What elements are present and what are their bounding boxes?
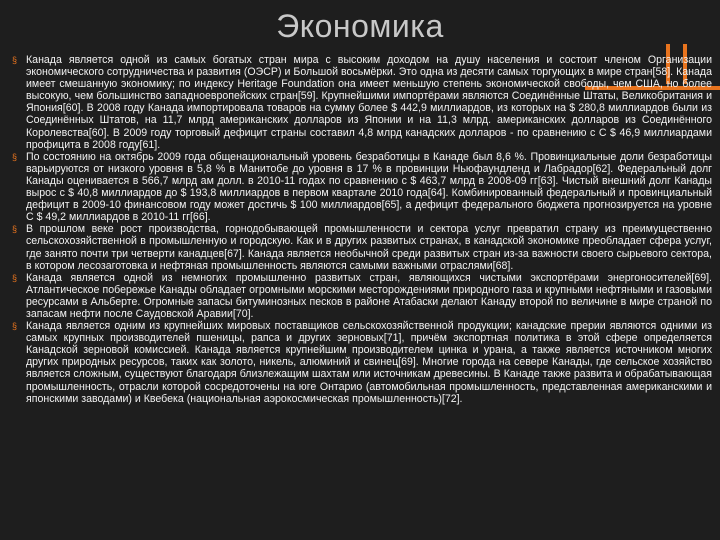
bullet-text: Канада является одним из крупнейших мировых поставщиков сельскохозяйственной продукции; канадские прерии являются одними из самых крупных производителей пшеницы, рапса и других зерновых[71], причём экспортная политика в этой сфере определяется Канадской зерновой комиссией. Канада является крупнейшим производителем цинка и урана, а также является источником многих других природных ресурсов, таких как золото, никель, алюминий и свинец[69]. Многие города на севере Канады, где сельское хозяйство является сложным, существуют благодаря близлежащим шахтам или источникам древесины. В Канаде также развита и обрабатывающая промышленность, отрасли которой сосредоточены на юге Онтарио (автомобильная промышленность, представленная американскими и японскими заводами) и Квебека (национальная аэрокосмическая промышленность)[72]. (26, 320, 712, 405)
bullet-text: Канада является одной из самых богатых стран мира с высоким доходом на душу населения и состоит членом Организации экономического сотрудничества и развития (ОЭСР) и Большой восьмёрки. Это одна из десяти самых торгующих в мире стран[58]. Канада имеет смешанную экономику; по индексу Heritage Foundation она имеет меньшую степень экономической свободы, чем США, но более высокую, чем большинство западноевропейских стран[59]. Крупнейшими импортёрами являются Соединённые Штаты, Великобритания и Япония[60]. В 2008 году Канада импортировала товаров на сумму более $ 442,9 миллиардов, из которых на $ 280,8 миллиардов были из Соединённых Штатов, на 11,7 млрд американских долларов из Японии и на 11,3 млрд. американских долларов из Соединённого Королевства[60]. В 2009 году торговый дефицит страны составил 4,8 млрд канадских долларов - по сравнению с С $ 46,9 миллиардами профицита в 2008 году[61]. (26, 54, 712, 151)
bullet-marker-icon: § (12, 151, 18, 162)
bullet-item (12, 54, 712, 151)
bullet-text: Канада является одной из немногих промышленно развитых стран, являющихся чистыми экспортёрами энергоносителей[69]. Атлантическое побережье Канады обладает огромными морскими месторождениями природного газа и крупными нефтяными и газовыми ресурсами в Альберте. Огромные запасы битуминозных песков в районе Атабаски делают Канаду второй по величине в мире страной по запасам нефти после Саудовской Аравии[70]. (26, 271, 712, 320)
bullet-item (12, 272, 712, 320)
bullet-marker-icon: § (12, 55, 18, 65)
bullet-text: По состоянию на октябрь 2009 года общенациональный уровень безработицы в Канаде был 8,6 %. Провинциальные доли безработицы варьируются от низкого уровня в 5,8 % в Манитобе до уровня в 17 % в провинции Ньюфаундленд и Лабрадор[62]. Федеральный долг Канады оценивается в 566,7 млрд ам долл. в 2010-11 годах по сравнению с $ 463,7 млрд в 2008-09 гг[63]. Чистый внешний долг Канады вырос с $ 40,8 миллиардов до $ 193,8 миллиардов в первом квартале 2010 года[64]. Комбинированный федеральный и провинциальный дефицит в 2009-10 финансовом году может достичь $ 100 миллиардов[65], а дефицит федерального бюджета прогнозируется на уровне С $ 49,2 миллиардов в 2010-11 гг[66]. (26, 150, 712, 224)
bullet-item (12, 151, 712, 224)
bullet-marker-icon: § (12, 272, 18, 283)
bullet-marker-icon: § (12, 224, 18, 235)
bullet-marker-icon: § (12, 321, 18, 332)
slide-title: Экономика (276, 8, 444, 44)
bullet-list (12, 54, 712, 534)
bullet-item (12, 320, 712, 405)
bullet-text: В прошлом веке рост производства, горнодобывающей промышленности и сектора услуг превратил страну из преимущественно сельскохозяйственной в промышленную и городскую. Как и в других развитых странах, в канадской экономике преобладает сфера услуг, где занято почти три четверти канадцев[67]. Канада является необычной среди развитых стран из-за важности своего сырьевого сектора, в котором лесозаготовка и нефтяная промышленность являются самыми важными отраслями[68]. (26, 223, 712, 272)
bullet-item (12, 223, 712, 271)
